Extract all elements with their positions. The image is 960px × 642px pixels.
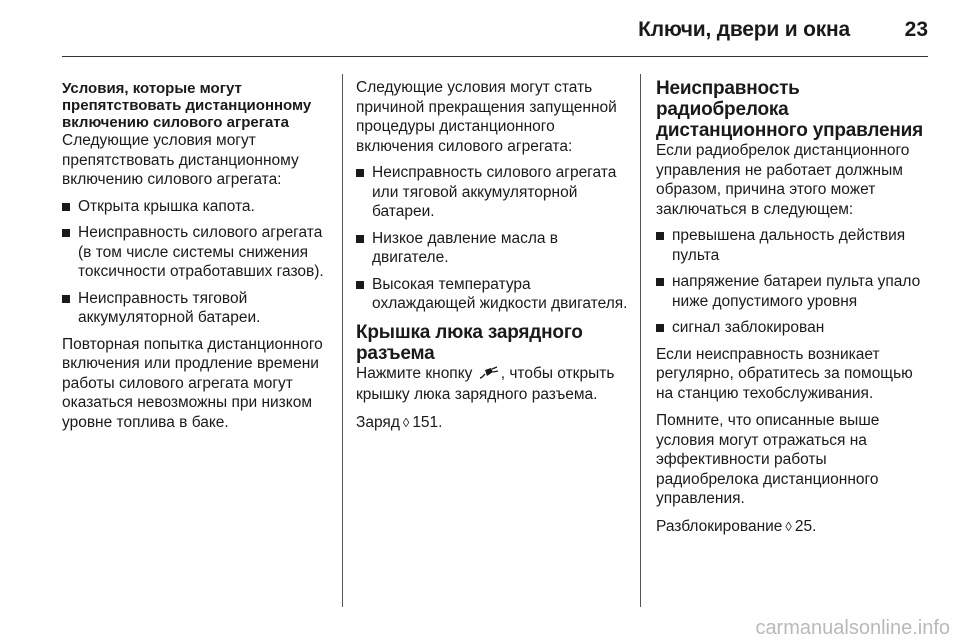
bullet-square-icon (656, 324, 664, 332)
paragraph-press-button: Нажмите кнопку , чтобы открыть крышку люка зарядного разъема. (356, 364, 615, 403)
column-middle (356, 78, 628, 432)
header-divider (62, 56, 928, 57)
list-item: сигнал заблокирован (656, 318, 928, 338)
bullet-square-icon (62, 203, 70, 211)
bullet-square-icon (356, 169, 364, 177)
paragraph: Следующие условия могут стать причиной прекращения запущенной процедуры дистанционного включения силового агрегата: (356, 79, 617, 155)
bullet-square-icon (62, 295, 70, 303)
list-item: Неисправность силового агрегата (в том числе системы снижения токсичности отработавших газов). (62, 223, 332, 282)
column-left (62, 80, 332, 432)
list-item: Низкое давление масла в двигателе. (356, 229, 628, 268)
paragraph: Помните, что описанные выше условия могут отражаться на эффективности работы радиобрелока дистанционного управления. (656, 412, 880, 507)
section-subheading-remote-start-conditions: Условия, которые могут препятствовать дистанционному включению силового агрегата (62, 80, 312, 131)
column-divider-1 (342, 74, 343, 607)
list-item: Неисправность тяговой аккумуляторной батареи. (62, 289, 332, 328)
bullet-list (656, 226, 928, 338)
bullet-square-icon (62, 229, 70, 237)
bullet-list (62, 197, 332, 328)
bullet-square-icon (356, 235, 364, 243)
list-item: превышена дальность действия пульта (656, 226, 928, 265)
list-item: Неисправность силового агрегата или тяговой аккумуляторной батареи. (356, 163, 628, 222)
charge-plug-icon (479, 366, 499, 386)
bullet-square-icon (656, 278, 664, 286)
list-item: Высокая температура охлаждающей жидкости двигателя. (356, 275, 628, 314)
paragraph: Если неисправность возникает регулярно, обратитесь за помощью на станцию техобслуживания. (656, 345, 913, 402)
cross-reference-unlocking: Разблокирование ◊ 25. (656, 517, 817, 535)
column-right (656, 78, 928, 536)
paragraph: Повторная попытка дистанционного включения или продление времени работы силового агрегата могут оказаться невозможны при низком уровне топлива в баке. (62, 335, 323, 431)
bullet-square-icon (356, 281, 364, 289)
section-heading-charge-port-door: Крышка люка зарядного разъема (356, 321, 583, 364)
bullet-list (356, 163, 628, 314)
page-reference-arrow-icon: ◊ (785, 518, 792, 534)
page-reference-arrow-icon: ◊ (402, 414, 410, 430)
section-heading-remote-malfunction: Неисправность радиобрелока дистанционного управления (656, 78, 924, 141)
watermark: carmanualsonline.info (755, 617, 950, 639)
list-item: напряжение батареи пульта упало ниже допустимого уровня (656, 272, 928, 311)
column-divider-2 (640, 74, 641, 607)
page-number: 23 (904, 18, 928, 41)
cross-reference-charge: Заряд ◊ 151. (356, 413, 443, 431)
bullet-square-icon (656, 232, 664, 240)
page-header-title: Ключи, двери и окна (638, 18, 850, 41)
paragraph: Если радиобрелок дистанционного управления не работает должным образом, причина этого может заключаться в следующем: (656, 142, 910, 218)
list-item: Открыта крышка капота. (62, 197, 332, 217)
paragraph: Следующие условия могут препятствовать дистанционному включению силового агрегата: (62, 132, 299, 188)
